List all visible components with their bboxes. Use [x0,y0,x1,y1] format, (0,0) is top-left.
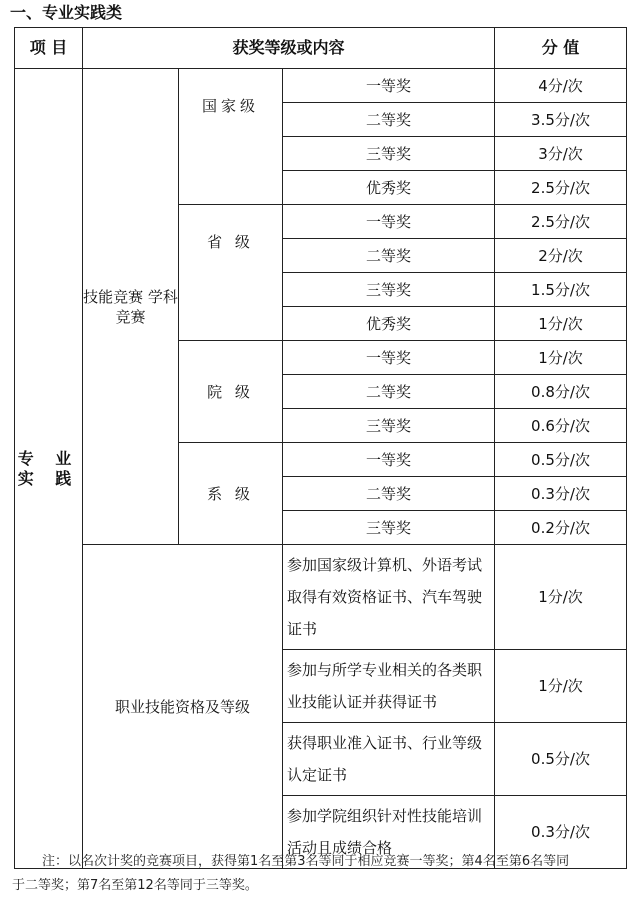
qualification-score: 1分/次 [495,545,627,650]
category-cell [15,69,83,869]
award-name: 一等奖 [283,205,495,239]
award-name: 一等奖 [283,443,495,477]
qualification-score: 0.3分/次 [495,796,627,869]
award-score: 0.8分/次 [495,375,627,409]
qualification-item: 获得职业准入证书、行业等级认定证书 [283,723,495,796]
award-score: 3分/次 [495,137,627,171]
qualification-item: 参加学院组织针对性技能培训活动且成绩合格 [283,796,495,869]
award-name: 一等奖 [283,69,495,103]
header-item: 项 目 [15,28,83,69]
award-score: 1分/次 [495,341,627,375]
award-name: 二等奖 [283,477,495,511]
award-score: 0.2分/次 [495,511,627,545]
footnote-line1: 注：以名次计奖的竞赛项目，获得第1名至第3名等同于相应竞赛一等奖；第4名至第6名等同 [42,854,570,869]
award-name: 优秀奖 [283,171,495,205]
level-provincial: 省 级 [179,205,283,341]
award-score: 4分/次 [495,69,627,103]
award-name: 二等奖 [283,375,495,409]
level-college: 院 级 [179,341,283,443]
award-score: 3.5分/次 [495,103,627,137]
award-score: 1分/次 [495,307,627,341]
award-score: 2分/次 [495,239,627,273]
award-name: 优秀奖 [283,307,495,341]
competition-label: 技能竞赛 学科竞赛 [83,69,179,545]
qualification-score: 1分/次 [495,650,627,723]
footnote-line2: 于二等奖；第7名至第12名等同于三等奖。 [12,878,258,893]
award-name: 一等奖 [283,341,495,375]
qualification-score: 0.5分/次 [495,723,627,796]
qualification-item: 参加与所学专业相关的各类职业技能认证并获得证书 [283,650,495,723]
category-line1: 专 业 [17,448,80,468]
award-name: 三等奖 [283,511,495,545]
level-national: 国家级 [179,69,283,205]
award-name: 二等奖 [283,239,495,273]
award-score: 2.5分/次 [495,205,627,239]
award-score: 0.6分/次 [495,409,627,443]
award-score: 1.5分/次 [495,273,627,307]
award-name: 三等奖 [283,409,495,443]
header-score: 分 值 [495,28,627,69]
scoring-table [14,27,627,869]
qualification-label: 职业技能资格及等级 [83,545,283,869]
award-score: 0.3分/次 [495,477,627,511]
header-content: 获奖等级或内容 [83,28,495,69]
award-name: 三等奖 [283,137,495,171]
award-name: 二等奖 [283,103,495,137]
award-score: 0.5分/次 [495,443,627,477]
award-score: 2.5分/次 [495,171,627,205]
category-line2: 实 践 [17,468,80,488]
footnote [12,850,622,898]
award-name: 三等奖 [283,273,495,307]
qualification-item: 参加国家级计算机、外语考试取得有效资格证书、汽车驾驶证书 [283,545,495,650]
level-department: 系 级 [179,443,283,545]
section-title: 一、专业实践类 [10,3,123,22]
